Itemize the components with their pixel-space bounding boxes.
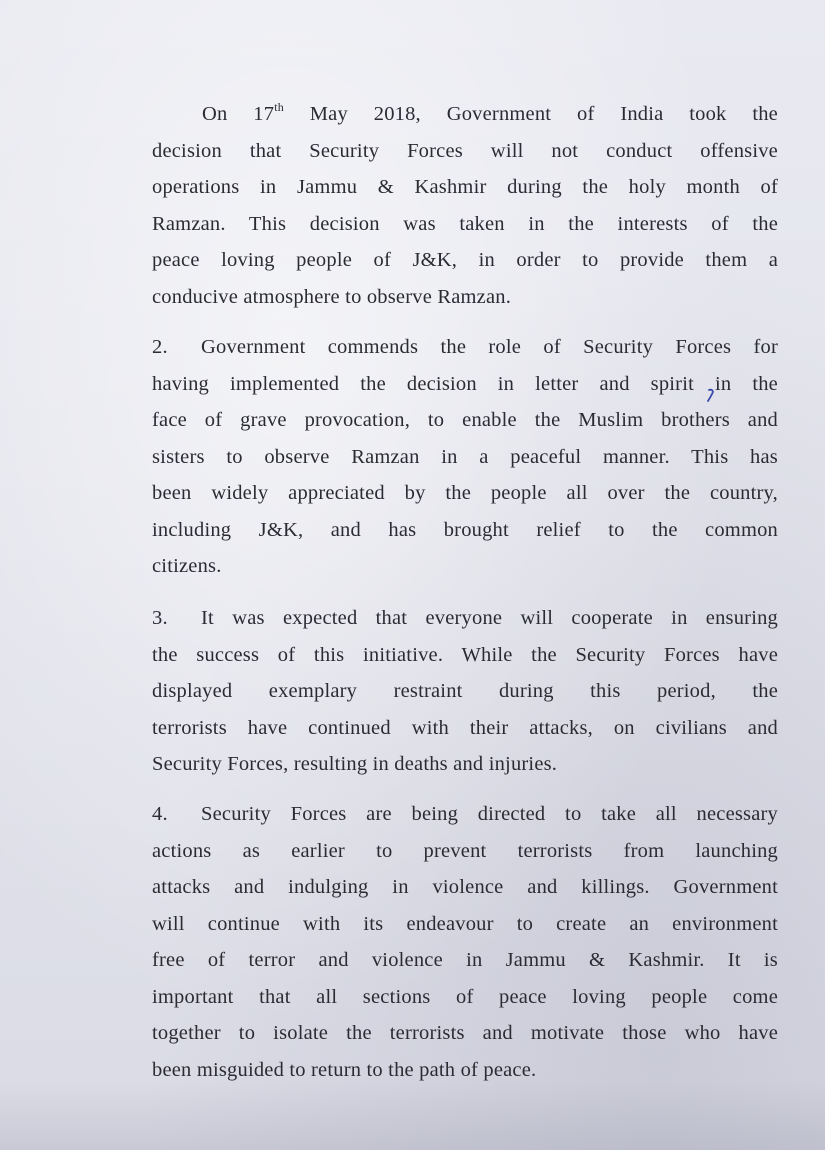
paragraph-2-line: face of grave provocation, to enable the Muslim brothers and bbox=[152, 409, 778, 431]
paragraph-3 bbox=[152, 600, 778, 783]
paragraph-4-line: Security Forces are being directed to take all necessary bbox=[201, 803, 778, 825]
paragraph-1-line: peace loving people of J&K, in order to provide them a bbox=[152, 249, 778, 271]
paragraph-1-line: Ramzan. This decision was taken in the interests of the bbox=[152, 212, 778, 235]
paragraph-1 bbox=[152, 96, 778, 315]
paragraph-1-opening-rest: May 2018, Government of India took the bbox=[283, 103, 778, 125]
paragraph-3-line-1 bbox=[152, 600, 778, 637]
paragraph-3-line: terrorists have continued with their attacks, on civilians and bbox=[152, 716, 778, 739]
paragraph-3-line: Security Forces, resulting in deaths and injuries. bbox=[152, 753, 558, 775]
paragraph-3-line: It was expected that everyone will cooperate in ensuring bbox=[201, 607, 778, 629]
paragraph-3-line: displayed exemplary restraint during this period, the bbox=[152, 680, 778, 702]
paragraph-2-line: been widely appreciated by the people all over the country, bbox=[152, 482, 778, 504]
paragraph-2-line: sisters to observe Ramzan in a peaceful manner. This has bbox=[152, 445, 778, 468]
paragraph-1-opening: On 17 bbox=[202, 103, 275, 125]
paragraph-2-line: Government commends the role of Security Forces for bbox=[201, 336, 778, 358]
paragraph-4-line: free of terror and violence in Jammu & Kashmir. It is bbox=[152, 949, 778, 971]
page-bottom-shadow bbox=[0, 1080, 825, 1150]
paragraph-2 bbox=[152, 329, 778, 585]
paragraph-2-line-1 bbox=[152, 329, 778, 366]
paragraph-4-line: actions as earlier to prevent terrorists from launching bbox=[152, 839, 778, 862]
paragraph-4-line: attacks and indulging in violence and killings. Government bbox=[152, 876, 778, 898]
paragraph-1-line: operations in Jammu & Kashmir during the holy month of bbox=[152, 176, 778, 198]
paragraph-number: 3. bbox=[152, 607, 168, 629]
paragraph-number: 4. bbox=[152, 803, 168, 825]
paragraph-2-line: citizens. bbox=[152, 555, 222, 577]
paragraph-number: 2. bbox=[152, 336, 168, 358]
paragraph-4-line: together to isolate the terrorists and motivate those who have bbox=[152, 1022, 778, 1044]
paragraph-1-line: decision that Security Forces will not conduct offensive bbox=[152, 139, 778, 162]
paragraph-3-line: the success of this initiative. While the Security Forces have bbox=[152, 643, 778, 666]
paragraph-4 bbox=[152, 796, 778, 1088]
paragraph-4-line: will continue with its endeavour to create an environment bbox=[152, 912, 778, 935]
paragraph-4-line: been misguided to return to the path of peace. bbox=[152, 1058, 537, 1081]
paragraph-1-line: conducive atmosphere to observe Ramzan. bbox=[152, 285, 512, 308]
paragraph-1-line-1 bbox=[152, 96, 778, 133]
paragraph-2-line: including J&K, and has brought relief to the common bbox=[152, 518, 778, 541]
paragraph-4-line: important that all sections of peace loving people come bbox=[152, 985, 778, 1008]
handwritten-comma-mark bbox=[706, 388, 716, 402]
ordinal-suffix: th bbox=[274, 100, 284, 114]
paragraph-4-line-1 bbox=[152, 796, 778, 833]
paragraph-2-line: having implemented the decision in letter and spirit in the bbox=[152, 372, 778, 395]
